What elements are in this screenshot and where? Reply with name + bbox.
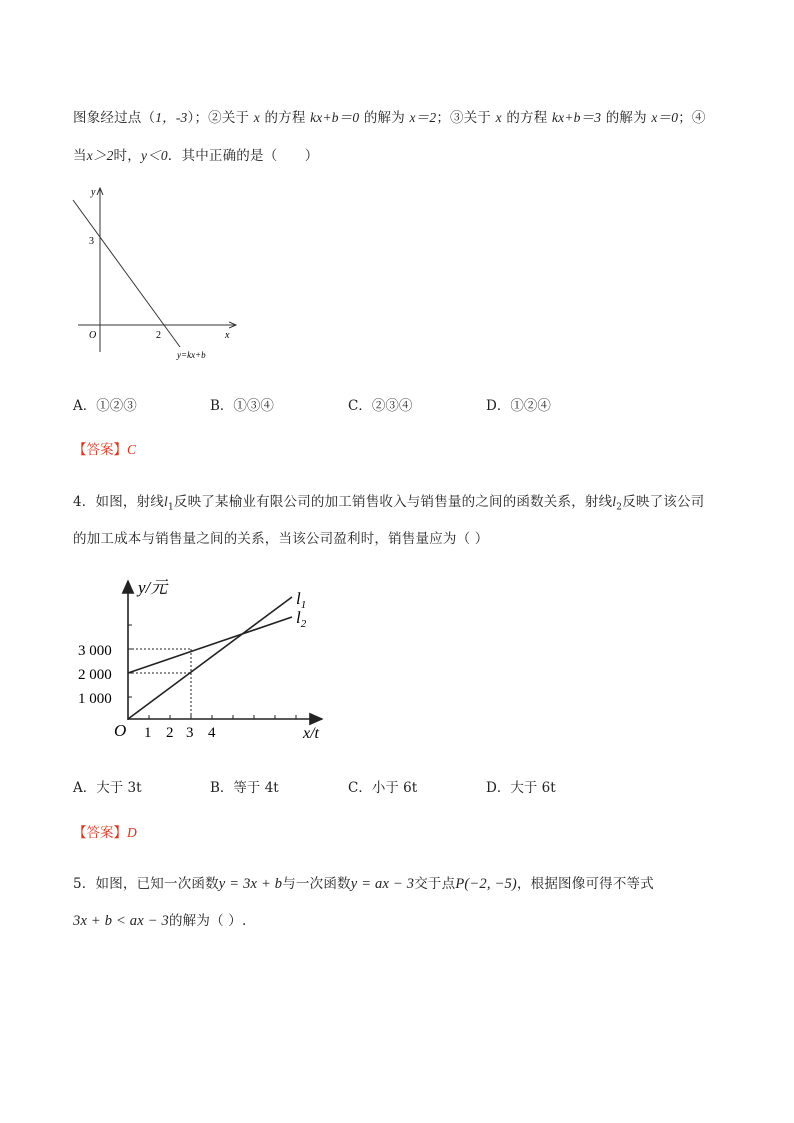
q3-answer: 【答案】C [73, 442, 137, 458]
q3-option-b[interactable]: B．①③④ [210, 398, 274, 414]
q5-text-line2: 3x + b < ax − 3的解为（ ）. [73, 913, 247, 929]
q3-text-line1: 图象经过点（1，-3）；②关于 x 的方程 kx+b＝0 的解为 x＝2；③关于 x 的方程 kx+b＝3 的解为 x＝0；④ [73, 110, 706, 126]
ray-l1 [128, 597, 292, 719]
y-intercept-label: 3 [89, 236, 94, 247]
q4-option-b[interactable]: B．等于 4t [210, 780, 279, 796]
l1-label: $l_1$ [296, 589, 307, 611]
x-intercept-label: 2 [156, 330, 161, 341]
q3-graph [60, 180, 260, 370]
q5-text-line1: 5．如图，已知一次函数y = 3x + b与一次函数y = ax − 3交于点P(−2, −5)，根据图像可得不等式 [73, 876, 654, 892]
origin-label: O [89, 330, 97, 341]
q4-text-line1: 4．如图，射线$l_1$反映了某榆业有限公司的加工销售收入与销售量的之间的函数关系，射线$l_2$反映了该公司 [73, 494, 705, 513]
q4-text-line2: 的加工成本与销售量之间的关系，当该公司盈利时，销售量应为（ ） [73, 531, 489, 547]
origin-label: O [114, 721, 127, 740]
q3-text-line2: 当x＞2时，y＜0．其中正确的是（ ） [73, 148, 319, 164]
y-tick-2000: 2 000 [78, 667, 112, 683]
x-tick-2: 2 [166, 725, 174, 741]
ray-l2 [128, 617, 292, 673]
y-tick-1000: 1 000 [78, 691, 112, 707]
y-axis-label: y [91, 187, 96, 198]
q3-option-d[interactable]: D．①②④ [486, 398, 551, 414]
y-tick-3000: 3 000 [78, 643, 112, 659]
q4-option-d[interactable]: D．大于 6t [486, 780, 556, 796]
y-axis-label: y/元 [138, 578, 168, 597]
x-tick-4: 4 [208, 725, 216, 741]
q3-option-c[interactable]: C．②③④ [348, 398, 413, 414]
q4-graph [70, 575, 340, 750]
q3-option-a[interactable]: A．①②③ [73, 398, 137, 414]
q4-option-c[interactable]: C．小于 6t [348, 780, 418, 796]
line-label: y=kx+b [177, 350, 206, 360]
x-tick-1: 1 [144, 725, 152, 741]
x-tick-3: 3 [186, 725, 194, 741]
x-axis-label: x [225, 330, 230, 341]
q4-option-a[interactable]: A．大于 3t [73, 780, 142, 796]
q4-answer: 【答案】D [73, 825, 137, 841]
x-axis-label: x/t [303, 725, 319, 742]
l2-label: $l_2$ [296, 608, 307, 630]
